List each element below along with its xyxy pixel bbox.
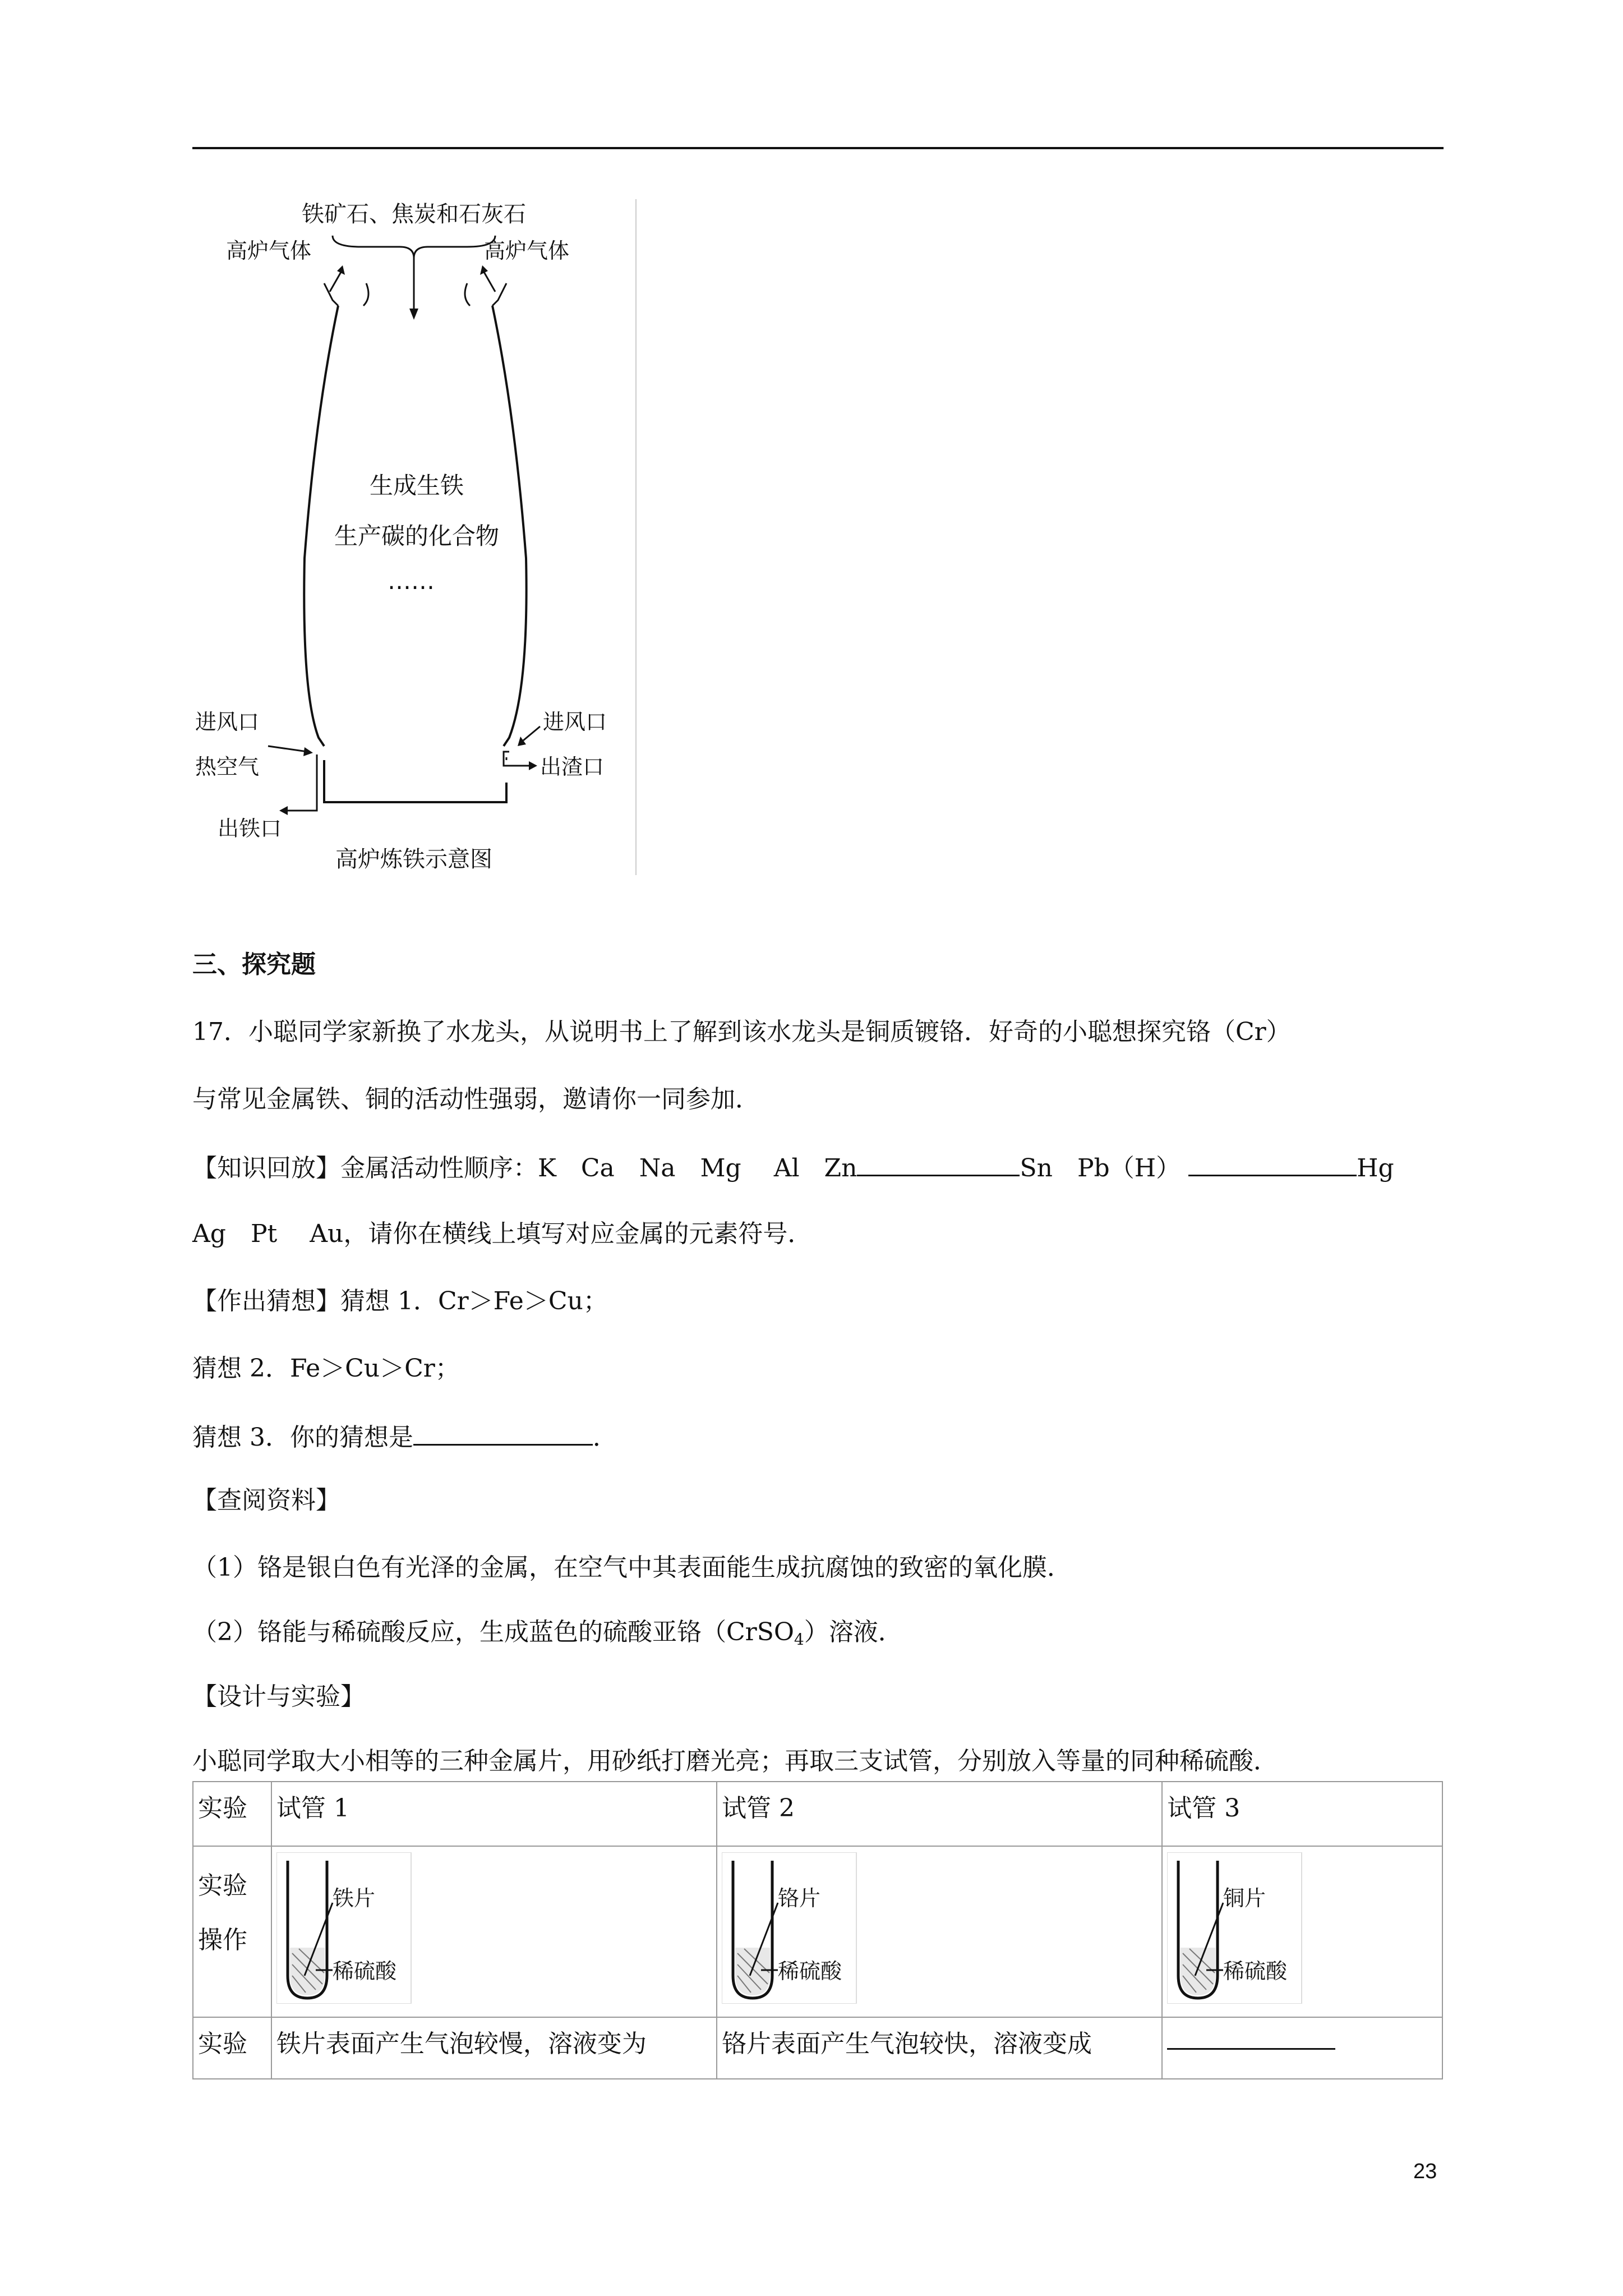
row2-label-a: 实验 <box>198 1871 247 1900</box>
table-cell <box>1162 1846 1442 2017</box>
header-rule <box>192 147 1444 149</box>
tube3-metal-label: 铜片 <box>1223 1886 1266 1911</box>
test-tube-2 <box>722 1852 862 2004</box>
arrow-right-slag-icon <box>529 761 537 770</box>
tube2-metal-label: 铬片 <box>778 1886 821 1911</box>
blank-metal-1[interactable] <box>857 1150 1020 1176</box>
lookup1-line: （1）铬是银白色有光泽的金属，在空气中其表面能生成抗腐蚀的致密的氧化膜． <box>192 1553 1072 1582</box>
table-row <box>193 1846 1442 2017</box>
table-cell: 实验 <box>193 1782 271 1846</box>
table-cell: 试管 2 <box>717 1782 1162 1846</box>
fig-iron-outlet: 出铁口 <box>218 816 282 841</box>
table-cell: 试管 3 <box>1162 1782 1442 1846</box>
q17-line1: 17．小聪同学家新换了水龙头，从说明书上了解到该水龙头是铜质镀铬．好奇的小聪想探究铬（Cr） <box>192 1018 1291 1046</box>
experiment-table <box>192 1781 1443 2079</box>
table-cell: 试管 1 <box>271 1782 717 1846</box>
arrow-left-icon <box>279 806 288 815</box>
fig-hot-air: 热空气 <box>195 754 260 779</box>
fig-center-line2: 生产碳的化合物 <box>334 522 500 550</box>
design-title: 【设计与实验】 <box>192 1682 365 1711</box>
tube2-acid-label: 稀硫酸 <box>778 1959 842 1984</box>
tube3-acid-label: 稀硫酸 <box>1223 1959 1288 1984</box>
row2-label-b: 操作 <box>198 1926 247 1954</box>
fig-center-line1: 生成生铁 <box>369 472 464 499</box>
guess2-line: 猜想 2．Fe＞Cu＞Cr； <box>192 1354 460 1383</box>
page-number: 23 <box>1413 2160 1437 2183</box>
table-cell <box>717 1846 1162 2017</box>
table-cell: 铁片表面产生气泡较慢，溶液变为 <box>271 2017 717 2079</box>
table-cell: 铬片表面产生气泡较快，溶液变成 <box>717 2017 1162 2079</box>
guess1-line: 【作出猜想】猜想 1．Cr＞Fe＞Cu； <box>192 1287 608 1315</box>
lookup2-subscript: 4 <box>794 1630 804 1649</box>
table-cell <box>193 1846 271 2017</box>
table-row <box>193 2017 1442 2079</box>
arrow-down-icon <box>409 309 418 320</box>
review-part-c: Hg <box>1357 1154 1394 1182</box>
design-text: 小聪同学取大小相等的三种金属片，用砂纸打磨光亮；再取三支试管，分别放入等量的同种稀硫酸． <box>192 1747 1278 1775</box>
furnace-left-wall <box>304 306 338 746</box>
lookup2-end: ）溶液． <box>804 1618 903 1646</box>
test-tube-3 <box>1167 1852 1307 2004</box>
review-line2: Ag Pt Au，请你在横线上填写对应金属的元素符号． <box>192 1220 813 1248</box>
guess3-end: ． <box>592 1423 617 1452</box>
lookup-title: 【查阅资料】 <box>192 1486 340 1515</box>
blank-metal-2[interactable] <box>1188 1150 1357 1176</box>
guess3-line <box>192 1419 617 1455</box>
blank-tube3-result[interactable] <box>1167 2023 1335 2050</box>
table-cell <box>271 1846 717 2017</box>
brace-shape <box>333 236 495 258</box>
review-part-a: 【知识回放】金属活动性顺序：K Ca Na Mg Al Zn <box>192 1154 857 1182</box>
fig-slag-outlet: 出渣口 <box>540 754 605 779</box>
arrow-down-left-icon <box>518 737 526 746</box>
review-part-b: Sn Pb（H） <box>1020 1154 1181 1182</box>
fig-left-gas: 高炉气体 <box>226 238 312 263</box>
table-row <box>193 1782 1442 1846</box>
tube1-acid-label: 稀硫酸 <box>332 1959 396 1984</box>
blank-guess3[interactable] <box>413 1419 593 1446</box>
section-heading: 三、探究题 <box>192 950 316 979</box>
arrow-right-icon <box>303 747 313 756</box>
lookup2-line <box>192 1616 903 1649</box>
fig-left-inlet: 进风口 <box>195 710 260 734</box>
fig-center-line3: …… <box>388 567 435 595</box>
test-tube-1 <box>276 1852 417 2004</box>
table-cell <box>1162 2017 1442 2079</box>
knowledge-review-line <box>192 1150 1394 1185</box>
table-cell: 实验 <box>193 2017 271 2079</box>
fig-right-inlet: 进风口 <box>543 710 607 734</box>
fig-top-label: 铁矿石、焦炭和石灰石 <box>302 201 526 227</box>
guess3-text: 猜想 3．你的猜想是 <box>192 1423 413 1452</box>
q17-line2: 与常见金属铁、铜的活动性强弱，邀请你一同参加． <box>192 1085 760 1114</box>
tube1-metal-label: 铁片 <box>332 1886 375 1911</box>
blast-furnace-diagram <box>192 199 635 875</box>
blast-furnace-figure <box>192 199 637 875</box>
lookup2-text: （2）铬能与稀硫酸反应，生成蓝色的硫酸亚铬（CrSO <box>192 1618 794 1646</box>
fig-caption: 高炉炼铁示意图 <box>335 846 492 872</box>
fig-right-gas: 高炉气体 <box>484 238 570 263</box>
